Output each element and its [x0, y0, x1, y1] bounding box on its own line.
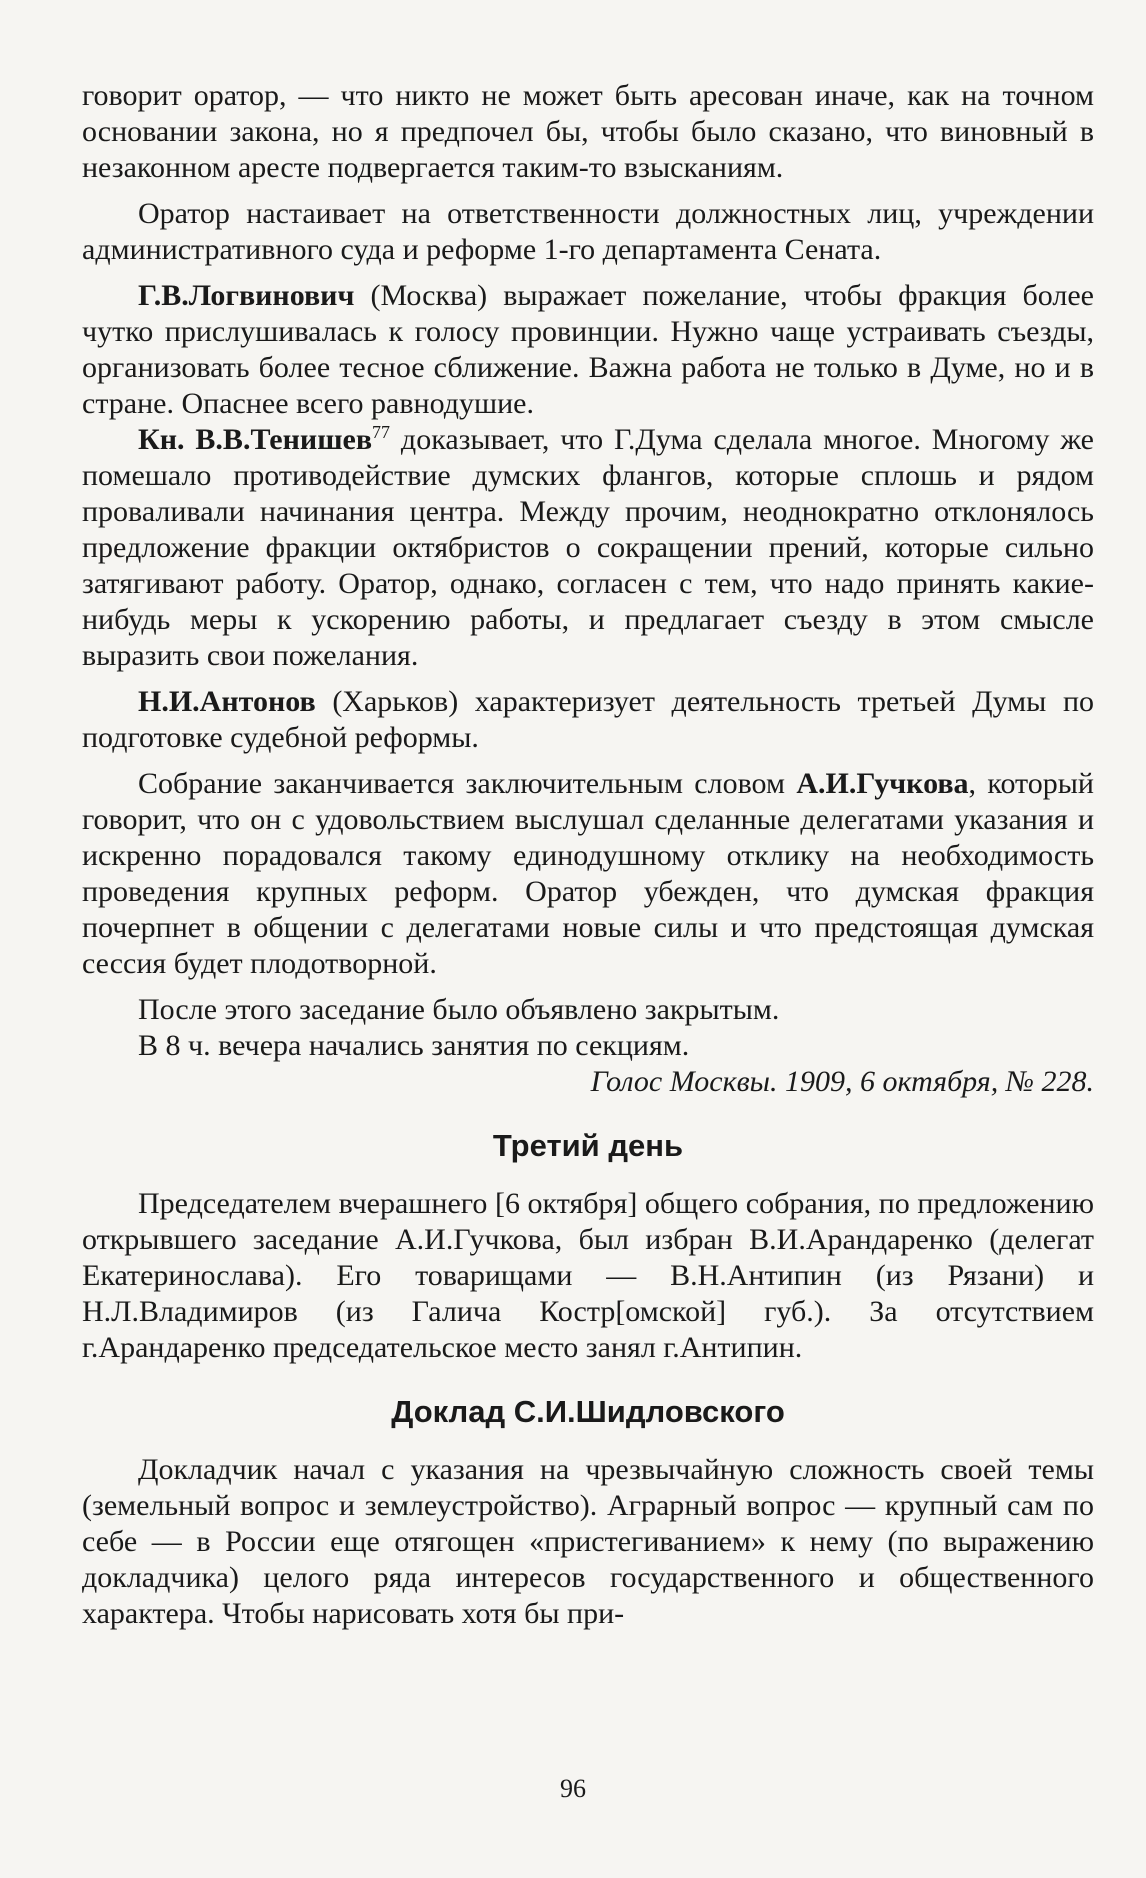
- paragraph-text: (Москва) выражает пожелание, чтобы фракция более чутко прислушивалась к голосу провинции. Нужно чаще устраивать съезды, организовать более тесное сближение. Важна работа не только в Думе, но и в стране. Опаснее всего равнодушие.: [82, 279, 1094, 420]
- paragraph-closing: [82, 766, 1094, 982]
- page-body: [82, 78, 1094, 1632]
- paragraph-third-day: Председателем вчерашнего [6 октября] общего собрания, по предложению открывшего заседание А.И.Гучкова, был избран В.И.Арандаренко (делегат Екатеринослава). Его товарищами — В.Н.Антипин (из Рязани) и Н.Л.Владимиров (из Галича Костр[омской] губ.). За отсутствием г.Арандаренко председательское место занял г.Антипин.: [82, 1187, 1094, 1364]
- speaker-name: Г.В.Логвинович: [138, 279, 355, 312]
- page-number: 96: [560, 1774, 586, 1803]
- speaker-name: Н.И.Антонов: [138, 685, 316, 718]
- paragraph-logvinovich: [82, 278, 1094, 422]
- paragraph-orator-demands: Оратор настаивает на ответственности должностных лиц, учреждении административного суда и реформе 1-го департамента Сената.: [82, 197, 1094, 266]
- section-heading: Доклад С.И.Шидловского: [391, 1394, 785, 1429]
- paragraph-antonov: [82, 684, 1094, 756]
- section-heading: Третий день: [492, 1128, 684, 1163]
- paragraph-text: доказывает, что Г.Дума сделала многое. Многому же помешало противодействие думских флангов, которые сплошь и рядом проваливали начинания центра. Между прочим, неоднократно отклонялось предложение фракции октябристов о сокращении прений, которые сильно затягивают работу. Оратор, однако, согласен с тем, что надо принять какие-нибудь меры к ускорению работы, и предлагает съезду в этом смысле выразить свои пожелания.: [82, 423, 1094, 672]
- paragraph-sections: В 8 ч. вечера начались занятия по секциям.: [138, 1029, 690, 1062]
- source-citation: Голос Москвы. 1909, 6 октября, № 228.: [590, 1065, 1094, 1098]
- speaker-name: Кн. В.В.Тенишев: [138, 423, 373, 456]
- paragraph-session-closed: После этого заседание было объявлено закрытым.: [138, 993, 780, 1026]
- paragraph-text: , который говорит, что он с удовольствием выслушал сделанные делегатами указания и искренно порадовался такому единодушному отклику на необходимость проведения крупных реформ. Оратор убежден, что думская фракция почерпнет в общении с делегатами новые силы и что предстоящая думская сессия будет плодотворной.: [82, 767, 1094, 980]
- footnote-marker: 77: [372, 422, 391, 442]
- paragraph-report: Докладчик начал с указания на чрезвычайную сложность своей темы (земельный вопрос и землеустройство). Аграрный вопрос — крупный сам по себе — в России еще отягощен «пристегиванием» к нему (по выражению докладчика) целого ряда интересов государственного и общественного характера. Чтобы нарисовать хотя бы при-: [82, 1453, 1094, 1630]
- paragraph-text: Собрание заканчивается заключительным словом: [138, 767, 797, 800]
- paragraph-text: (Харьков) характеризует деятельность третьей Думы по подготовке судебной реформы.: [82, 685, 1094, 754]
- speaker-name: А.И.Гучкова: [796, 767, 969, 800]
- paragraph-continuation: говорит оратор, — что никто не может быть аресован иначе, как на точном основании закона, но я предпочел бы, чтобы было сказано, что виновный в незаконном аресте подвергается таким-то взысканиям.: [82, 79, 1094, 184]
- paragraph-tenishev: [82, 422, 1094, 674]
